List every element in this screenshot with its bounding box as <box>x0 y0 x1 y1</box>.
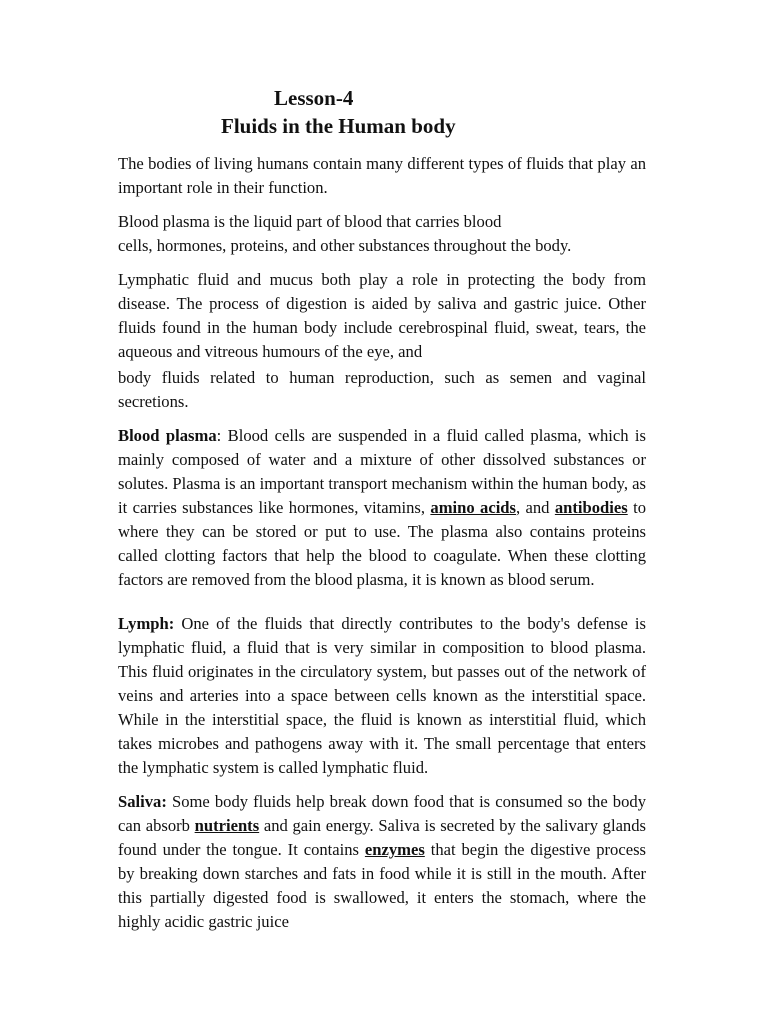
blood-plasma-text-c: to where they can be stored or put to use. The plasma also contains proteins called clotting factors that help the blood to coagulate. When these clotting factors are removed from the blood plasma, it is known as blood serum. <box>118 498 646 589</box>
lesson-title: Fluids in the Human body <box>221 114 456 138</box>
fluids-overview-part-2: body fluids related to human reproduction, such as semen and vaginal secretions. <box>118 368 646 411</box>
document-page <box>118 84 646 934</box>
lymph-text: One of the fluids that directly contributes to the body's defense is lymphatic fluid, a fluid that is very similar in composition to blood plasma. This fluid originates in the circulatory system, but passes out of the network of veins and arteries into a space between cells known as the interstitial space. While in the interstitial space, the fluid is known as interstitial fluid, which takes microbes and pathogens away with it. The small percentage that enters the lymphatic system is called lymphatic fluid. <box>118 614 646 777</box>
lesson-number: Lesson-4 <box>274 86 354 110</box>
blood-plasma-term: Blood plasma <box>118 426 217 445</box>
enzymes-link[interactable]: enzymes <box>364 840 425 859</box>
nutrients-link[interactable]: nutrients <box>194 816 260 835</box>
plasma-intro-line-1: Blood plasma is the liquid part of blood that carries blood <box>118 212 502 231</box>
saliva-section <box>118 790 646 934</box>
blood-plasma-text-b: , and <box>516 498 555 517</box>
saliva-text-a: Some body fluids help break down food that is consumed so the body can absorb <box>118 792 646 835</box>
saliva-text-b: and gain energy. Saliva is secreted by the salivary glands found under the tongue. It contains <box>118 816 646 859</box>
blood-plasma-section <box>118 424 646 592</box>
lymph-section <box>118 612 646 780</box>
fluids-overview-paragraph <box>118 268 646 414</box>
antibodies-link[interactable]: antibodies <box>554 498 628 517</box>
saliva-text-c: that begin the digestive process by breaking down starches and fats in food while it is still in the mouth. After this partially digested food is swallowed, it enters the stomach, where the highly acidic gastric juice <box>118 840 646 931</box>
plasma-intro-line-2: cells, hormones, proteins, and other substances throughout the body. <box>118 236 572 255</box>
intro-paragraph: The bodies of living humans contain many different types of fluids that play an important role in their function. <box>118 154 646 197</box>
amino-acids-link[interactable]: amino acids <box>430 498 516 517</box>
plasma-intro-paragraph <box>118 210 646 258</box>
fluids-overview-part-1: Lymphatic fluid and mucus both play a role in protecting the body from disease. The process of digestion is aided by saliva and gastric juice. Other fluids found in the human body include cerebrospinal fluid, sweat, tears, the aqueous and vitreous humours of the eye, and <box>118 270 646 361</box>
lymph-term: Lymph: <box>118 614 175 633</box>
blood-plasma-text-a: : Blood cells are suspended in a fluid called plasma, which is mainly composed of water and a mixture of other dissolved substances or solutes. Plasma is an important transport mechanism within the human body, as it carries substances like hormones, vitamins, <box>118 426 646 517</box>
saliva-term: Saliva: <box>118 792 167 811</box>
